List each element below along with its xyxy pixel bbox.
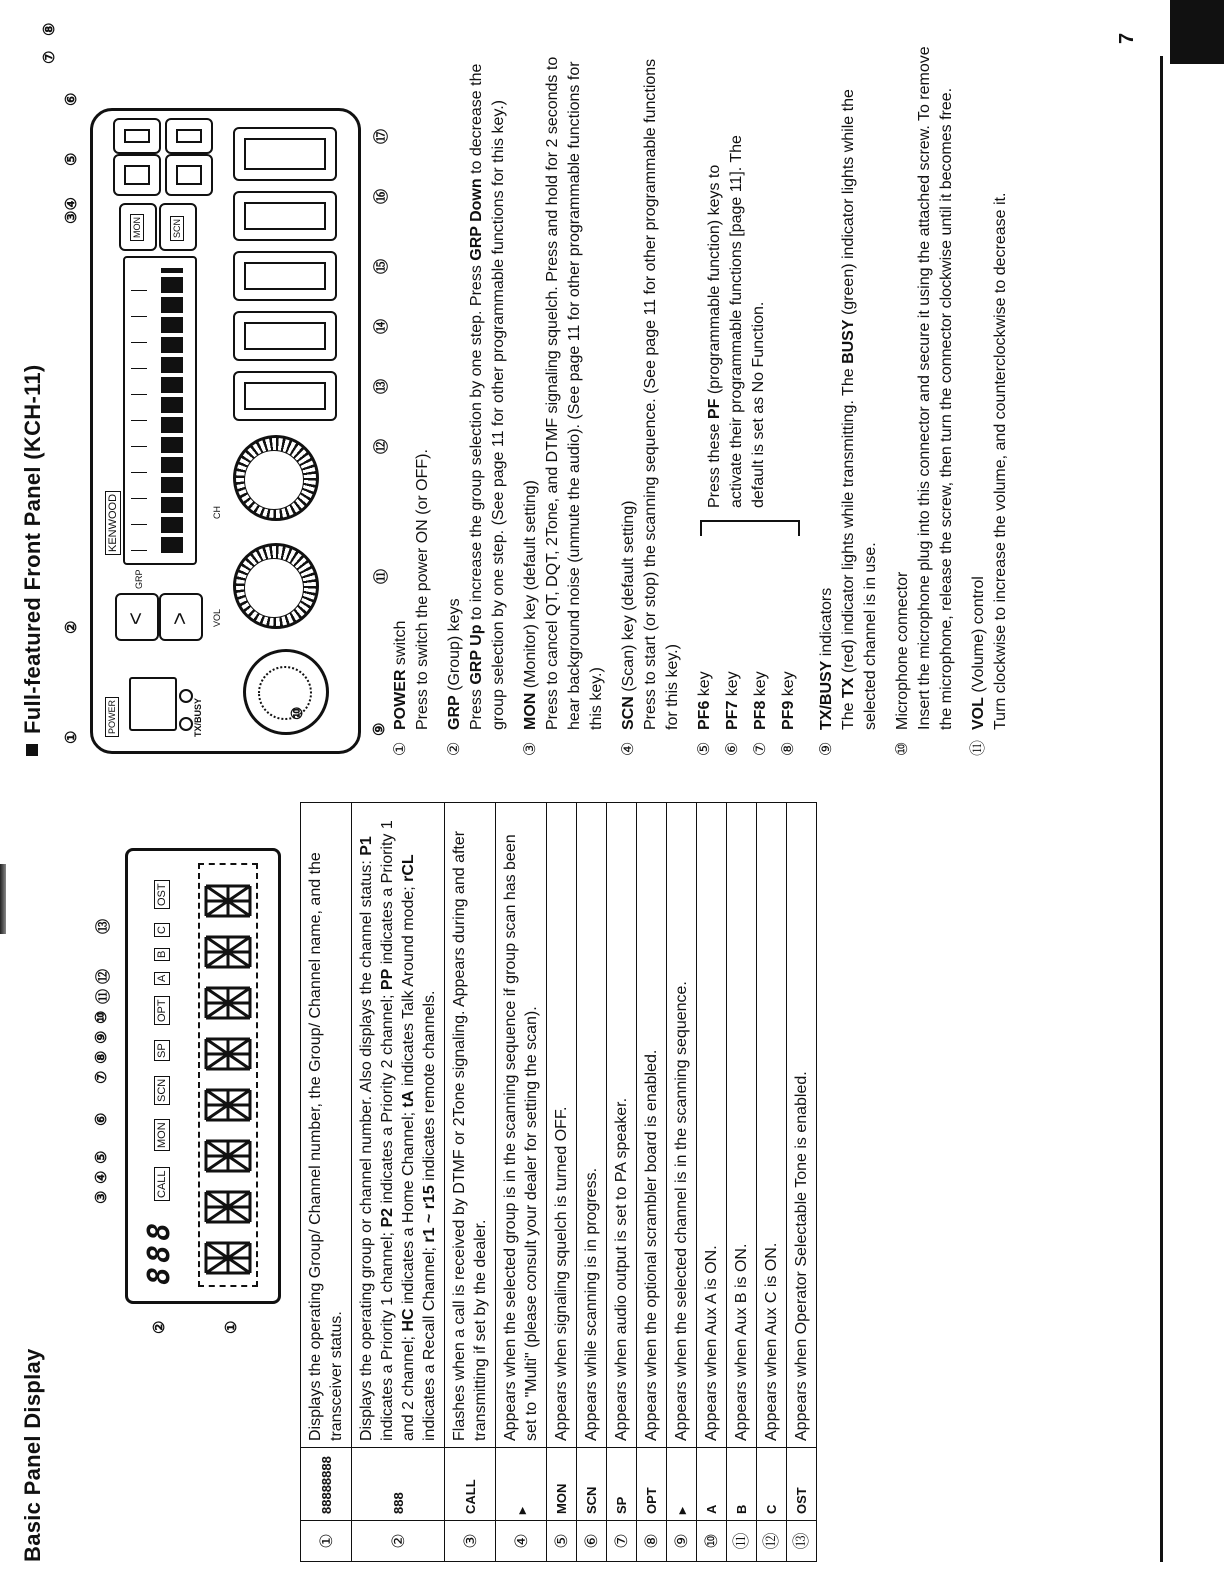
lcd-segment-glyphs [200,865,256,1285]
lcd-diagram [125,848,281,1304]
item-number: ⑦ [752,741,769,756]
text-run: indicates a Home Channel; [400,1107,417,1309]
item-number: ④ [620,741,637,756]
text-run: to increase the group selection by one step. Press [468,260,485,625]
power-label: POWER [105,697,119,737]
basic-panel-heading: Basic Panel Display [20,1348,45,1562]
table-row [352,803,445,1562]
tx-busy-label: TX/BUSY [193,697,203,737]
row-description-text: Appears when the selected group is in the scanning sequence if group scan has been set to "Multi" (please consult your dealer for setting the scan). [502,834,540,1441]
lcd-callout: ① [223,1320,240,1334]
text-run: indicates a Priority 1 and 2 channel; [379,820,417,1441]
volume-knob [233,543,319,629]
lcd-indicator-a: A [154,972,170,985]
row-description [607,803,637,1448]
item-title [816,36,838,730]
item-title [968,36,990,730]
front-panel-items-a [390,36,684,756]
item-title-bold: PF8 [752,700,769,730]
item-title-suffix: (Volume) control [970,576,987,698]
row-number: ⑬ [787,1521,817,1562]
item-number: ⑨ [818,741,835,756]
item-body [444,36,510,730]
row-icon: OPT [637,1448,667,1521]
front-panel-items-b [816,36,1012,756]
row-icon: CALL [445,1448,496,1521]
item-number: ① [392,741,409,756]
description-item [618,36,684,756]
description-item [722,536,744,756]
item-body [816,36,882,730]
text-run: PF [706,398,723,420]
item-title-bold: PF9 [780,700,797,730]
row-description [667,803,697,1448]
text-run: TX [840,677,857,698]
lcd-indicator-sp: SP [154,1040,170,1061]
lcd-segment-char [206,1192,250,1222]
lcd-callout: ③ [93,1190,110,1204]
grp-label: GRP [134,569,144,589]
row-description-text: Appears when Operator Selectable Tone is enabled. [793,1071,810,1441]
item-title [520,36,542,730]
front-lcd-indicators [131,268,147,553]
panel-callout: ⑪ [373,568,390,584]
text-run: r1 ~ r15 [421,1185,438,1243]
item-title-bold: POWER [392,669,409,730]
description-item [778,536,800,756]
front-panel-heading: Full-featured Front Panel (KCH-11) [20,364,46,756]
description-item [968,36,1012,756]
text-run: tA [400,1090,417,1108]
item-number: ⑩ [894,741,911,756]
item-body [694,536,716,730]
text-run: (red) indicator lights while transmitting. The [840,363,857,678]
row-number: ⑧ [637,1521,667,1562]
item-body [968,36,1012,730]
item-title-suffix: key [752,671,769,701]
item-title-suffix: key [724,671,741,701]
row-description [727,803,757,1448]
item-body [750,536,772,730]
item-title-suffix: (Group) keys [446,598,463,696]
row-number: ⑥ [577,1521,607,1562]
row-description [547,803,577,1448]
pf-bracket [700,520,800,536]
bottom-rule-right [1160,56,1163,756]
lcd-callout: ⑦ [93,1070,110,1084]
row-icon: 88888888 [301,1448,352,1521]
pf7-key [165,154,213,196]
item-title [444,36,466,730]
panel-callout: ⑩ [289,706,306,720]
item-body [390,36,434,730]
lcd-segment-char [206,937,250,967]
row-description [445,803,496,1448]
text-run: indicates a Priority 2 channel; [379,990,396,1208]
table-row [697,803,727,1562]
text-run: to decrease the group selection by one step. (See page 11 for other programmable functions for this key.) [468,63,507,730]
front-panel-lcd [123,256,197,565]
table-row [547,803,577,1562]
row-description-text: Appears when Aux A is ON. [703,1245,720,1441]
item-title-bold: GRP [446,695,463,730]
table-row [727,803,757,1562]
lcd-callout: ⑤ [93,1150,110,1164]
pf8-key [113,118,161,154]
item-title [618,36,640,730]
description-item [520,36,608,756]
panel-callout: ⑦ [41,50,58,64]
lcd-indicator-scn: SCN [154,1076,170,1105]
item-number: ⑤ [696,741,713,756]
row-description-text: Appears when signaling squelch is turned OFF. [553,1106,570,1441]
row-description [697,803,727,1448]
item-number: ⑪ [970,739,987,756]
text-run: Press these [706,419,723,508]
text-run: HC [400,1308,417,1332]
scan-edge-artifact [0,864,6,934]
brand-label: KENWOOD [105,491,121,555]
pf-key-14 [233,311,337,361]
description-item [892,36,958,756]
description-item [816,36,882,756]
item-body [722,536,744,730]
lcd-callout: ⑫ [95,968,112,984]
item-title-suffix: (Monitor) key (default setting) [522,480,539,693]
item-title-bold: SCN [620,696,637,730]
item-number: ⑥ [724,741,741,756]
row-icon: 888 [352,1448,445,1521]
row-number: ② [352,1521,445,1562]
microphone-connector [243,649,329,735]
lcd-main-segments [198,863,258,1287]
panel-callout: ③④ [63,197,80,224]
lcd-indicator-b: B [154,948,170,961]
lcd-segment-char [206,1090,250,1120]
lcd-indicator-opt: OPT [154,996,170,1025]
item-title-bold: VOL [970,697,987,730]
lcd-indicator-call: CALL [154,1167,170,1201]
vol-label: VOL [212,608,222,627]
lcd-callout: ⑪ [95,988,112,1004]
row-description-text: Appears when the selected channel is in the scanning sequence. [673,981,690,1441]
item-title-bold: PF6 [696,700,713,730]
lcd-callout: ⑬ [95,918,112,934]
row-description [301,803,352,1448]
panel-callout: ⑮ [373,258,390,274]
lcd-segment-char [206,1243,250,1273]
panel-callout: ⑧ [41,22,58,36]
ch-label: CH [212,506,222,519]
text-run: indicates a Priority 1 channel; [379,1227,396,1441]
table-row [577,803,607,1562]
table-row [607,803,637,1562]
row-description [496,803,547,1448]
pf9-key [165,118,213,154]
item-title [722,536,744,730]
panel-callout: ⑯ [373,188,390,204]
table-row [787,803,817,1562]
panel-callout: ① [63,730,80,744]
table-row [445,803,496,1562]
item-text: Turn clockwise to increase the volume, and counterclockwise to decrease it. [992,192,1009,730]
lcd-callout: ⑩ [93,1010,110,1024]
item-title-suffix: indicators [818,587,835,661]
row-description-text: Flashes when a call is received by DTMF or 2Tone signaling. Appears during and after transmitting if set by the dealer. [451,830,489,1441]
table-row [301,803,352,1562]
item-body [892,36,958,730]
row-icon: A [697,1448,727,1521]
row-icon: C [757,1448,787,1521]
row-icon: SP [607,1448,637,1521]
lcd-indicator-ost: OST [154,880,170,909]
basic-panel-table [300,802,817,1562]
row-number: ⑩ [697,1521,727,1562]
row-number: ⑪ [727,1521,757,1562]
busy-indicator [179,689,193,703]
item-title [892,36,914,730]
power-switch [129,677,177,731]
text-run: P2 [379,1207,396,1228]
front-panel-diagram [90,108,361,754]
scn-key: SCN [159,203,197,251]
description-item [694,536,716,756]
row-number: ④ [496,1521,547,1562]
tx-indicator [179,717,193,731]
row-description [352,803,445,1448]
row-description [787,803,817,1448]
row-icon: ▸ [496,1448,547,1521]
lcd-segment-char [206,988,250,1018]
row-icon: MON [547,1448,577,1521]
item-text: Press to start (or stop) the scanning sequence. (See page 11 for other programmable functions for this key.) [642,58,681,730]
pf-key-17 [233,127,337,181]
pf-key-15 [233,251,337,301]
row-number: ⑤ [547,1521,577,1562]
item-title [750,536,772,730]
lcd-segment-char [206,1039,250,1069]
pf-key-list [694,536,806,756]
item-text [838,36,882,730]
page-number: 7 [1116,32,1138,44]
item-title-bold: PF7 [724,700,741,730]
row-description [637,803,667,1448]
item-number: ③ [522,741,539,756]
table-row [637,803,667,1562]
text-run: indicates Talk Around mode; [400,881,417,1091]
row-description-text: Appears when Aux C is ON. [763,1242,780,1441]
item-text [466,36,510,730]
panel-callout: ⑰ [373,128,390,144]
text-run: PP [379,968,396,991]
row-description-text: Appears when Aux B is ON. [733,1243,750,1441]
description-item [750,536,772,756]
item-title-suffix: (Scan) key (default setting) [620,500,637,697]
lcd-callout: ② [151,1320,168,1334]
heading-bullet-icon [26,744,38,756]
text-run: Press [468,684,485,730]
lcd-callout: ④ [93,1170,110,1184]
item-text: Press to switch the power ON (or OFF). [414,449,431,730]
item-body [618,36,684,730]
lcd-indicator-mon: MON [154,1119,170,1151]
grp-up-key: < [115,593,159,641]
item-body [520,36,608,730]
text-run: indicates remote channels. [421,990,438,1186]
item-text: Press to cancel QT, DQT, 2Tone, and DTMF signaling squelch. Press and hold for 2 seconds to hear background noise (unmute the audio). (See page 11 for other programmable functions for this key.) [544,56,605,730]
table-row [496,803,547,1562]
panel-callout: ⑨ [371,722,388,736]
item-title [694,536,716,730]
item-text: Insert the microphone plug into this connector and secure it using the attached screw. To remove the microphone, release the screw, then turn the connector clockwise until it becomes free. [916,46,955,730]
lcd-callout: ⑧ [93,1050,110,1064]
item-title [778,536,800,730]
channel-knob [233,435,319,521]
text-run: (programmable function) keys to activate their programmable functions [page 11]. The default is set as No Function. [706,135,767,508]
item-title-suffix: Microphone connector [894,571,911,730]
front-panel-descriptions [390,36,1022,756]
text-run: BUSY [840,319,857,364]
row-description-text: Appears when audio output is set to PA speaker. [613,1097,630,1441]
row-number: ⑦ [607,1521,637,1562]
item-number: ② [446,741,463,756]
pf-description [694,128,806,508]
pf6-key [113,154,161,196]
panel-callout: ⑫ [373,438,390,454]
panel-callout: ⑭ [373,318,390,334]
lcd-indicator-c: C [154,923,170,937]
item-title-suffix: switch [392,620,409,670]
description-item [390,36,434,756]
row-description-text: Appears when the optional scrambler board is enabled. [643,1049,660,1441]
item-title [390,36,412,730]
item-body [778,536,800,730]
item-title-suffix: key [780,671,797,701]
row-icon: OST [787,1448,817,1521]
lcd-callout: ⑨ [93,1030,110,1044]
lcd-group-digits: 888 [142,1218,177,1285]
lcd-callout: ⑥ [93,1112,110,1126]
panel-callout: ⑥ [63,92,80,106]
pf-key-16 [233,191,337,241]
pf-key-13 [233,371,337,421]
row-number: ⑫ [757,1521,787,1562]
item-title-suffix: key [696,671,713,701]
text-run: GRP Up [468,624,485,685]
grp-down-key: > [159,593,203,641]
row-description-text: Appears while scanning is in progress. [583,1167,600,1441]
row-icon: ▸ [667,1448,697,1521]
row-icon: SCN [577,1448,607,1521]
text-run: (green) indicator lights while the selected channel is in use. [840,89,879,730]
item-title-bold: MON [522,692,539,730]
text-run: indicates a Recall Channel; [421,1242,438,1441]
table-row [667,803,697,1562]
panel-callout: ⑤ [63,152,80,166]
row-description [757,803,787,1448]
pf-key-group [694,36,806,756]
lcd-segment-char [206,886,250,916]
text-run: The [840,697,857,730]
panel-callout: ② [63,620,80,634]
lcd-segment-char [206,1141,250,1171]
row-number: ① [301,1521,352,1562]
panel-callout: ⑬ [373,378,390,394]
row-number: ⑨ [667,1521,697,1562]
thumb-tab-mark [1170,0,1224,64]
table-row [757,803,787,1562]
text-run: GRP Down [468,178,485,261]
row-icon: B [727,1448,757,1521]
mon-key: MON [119,203,157,251]
text-run: rCL [400,854,417,882]
item-title-bold: TX/BUSY [818,660,835,730]
row-description [577,803,607,1448]
row-number: ③ [445,1521,496,1562]
front-lcd-pixels [161,268,183,553]
item-number: ⑧ [780,741,797,756]
text-run: P1 [358,836,375,856]
text-run: Displays the operating group or channel number. Also displays the channel status: [358,855,375,1441]
row-description-text: Displays the operating Group/ Channel number, the Group/ Channel name, and the transceiver status. [307,852,345,1441]
description-item [444,36,510,756]
